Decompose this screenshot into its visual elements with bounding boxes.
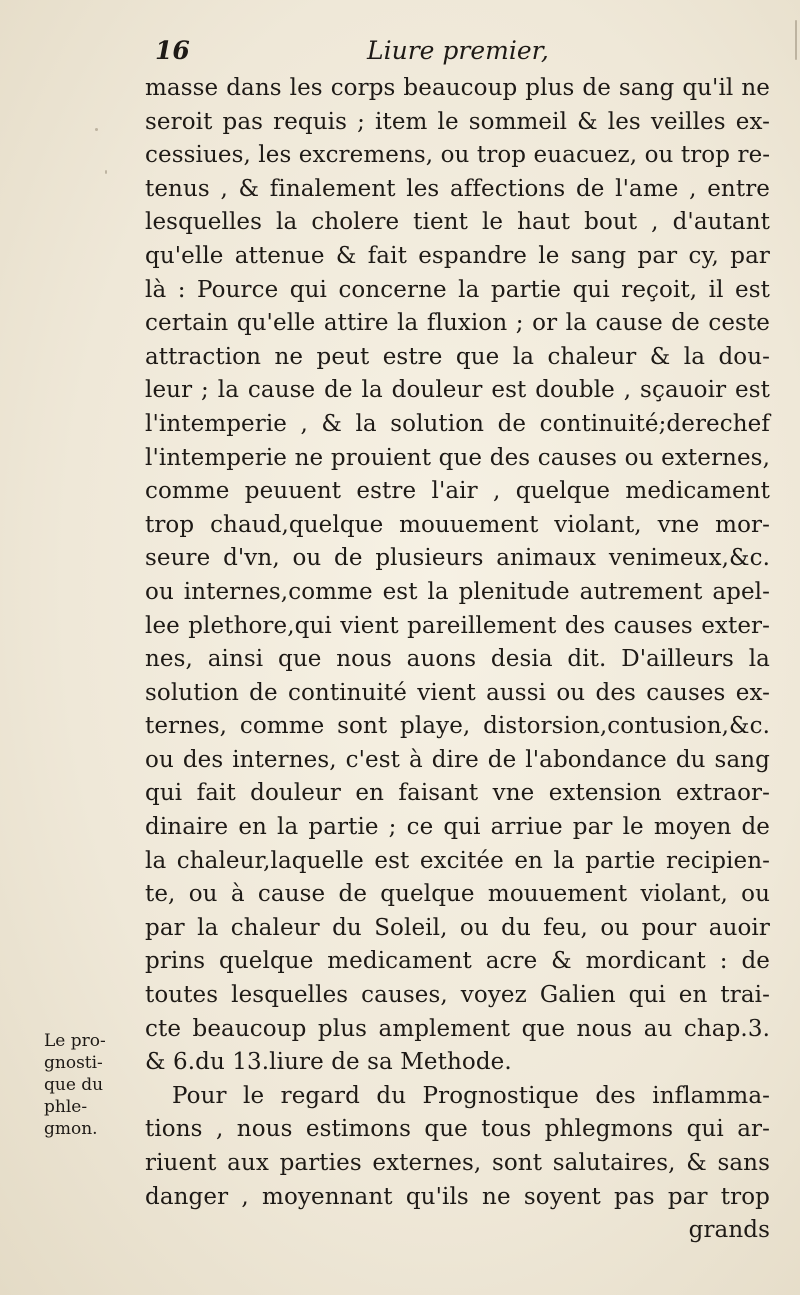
- text-line: l'intemperie ne prouient que des causes ou externes,: [145, 444, 770, 471]
- page-number: 16: [155, 36, 190, 65]
- text-line: tenus , & finalement les affections de l'ame , entre: [145, 175, 770, 202]
- text-line: lesquelles la cholere tient le haut bout , d'autant: [145, 209, 770, 236]
- text-line: seroit pas requis ; item le sommeil & les veilles ex-: [145, 108, 770, 135]
- page-header: [145, 36, 765, 72]
- text-line: certain qu'elle attire la fluxion ; or la cause de ceste: [145, 310, 770, 337]
- text-line: par la chaleur du Soleil, ou du feu, ou pour auoir: [145, 914, 770, 941]
- text-line: la chaleur,laquelle est excitée en la partie recipien-: [145, 847, 770, 874]
- margin-note-line: que du: [44, 1075, 104, 1095]
- text-line: prins quelque medicament acre & mordicant : de: [145, 948, 770, 975]
- margin-note: [44, 1030, 134, 1140]
- text-line: dinaire en la partie ; ce qui arriue par le moyen de: [145, 814, 770, 841]
- text-line: qui fait douleur en faisant vne extension extraor-: [145, 780, 770, 807]
- catchword: grands: [688, 1217, 770, 1244]
- text-line: Pour le regard du Prognostique des inflamma-: [172, 1082, 770, 1109]
- text-line: attraction ne peut estre que la chaleur & la dou-: [145, 343, 770, 370]
- text-line: toutes lesquelles causes, voyez Galien qui en trai-: [145, 982, 770, 1009]
- paper-speck: [95, 128, 98, 131]
- text-line: te, ou à cause de quelque mouuement violant, ou: [145, 881, 770, 908]
- text-line: masse dans les corps beaucoup plus de sang qu'il ne: [145, 75, 770, 101]
- paper-speck: [795, 20, 797, 60]
- margin-note-line: gmon.: [44, 1119, 98, 1139]
- body-text: [145, 72, 770, 1248]
- text-line: ou internes,comme est la plenitude autrement apel-: [145, 578, 770, 605]
- margin-note-line: Le pro-: [44, 1031, 106, 1051]
- margin-note-line: phle-: [44, 1097, 88, 1117]
- text-line: nes, ainsi que nous auons desia dit. D'ailleurs la: [145, 646, 770, 673]
- text-line: lee plethore,qui vient pareillement des causes exter-: [145, 612, 770, 639]
- text-line: & 6.du 13.liure de sa Methode.: [145, 1049, 512, 1076]
- text-line: riuent aux parties externes, sont salutaires, & sans: [145, 1150, 770, 1176]
- text-line: seure d'vn, ou de plusieurs animaux venimeux,&c.: [145, 545, 770, 572]
- text-line: trop chaud,quelque mouuement violant, vne mor-: [145, 511, 770, 538]
- text-line: danger , moyennant qu'ils ne soyent pas par trop: [145, 1183, 770, 1210]
- text-line: leur ; la cause de la douleur est double , sçauoir est: [145, 377, 770, 404]
- text-line: qu'elle attenue & fait espandre le sang par cy, par: [145, 242, 770, 269]
- text-line: ou des internes, c'est à dire de l'abondance du sang: [145, 746, 770, 773]
- paper-speck: [105, 170, 107, 174]
- text-line: tions , nous estimons que tous phlegmons qui ar-: [145, 1116, 770, 1143]
- text-line: ternes, comme sont playe, distorsion,contusion,&c.: [145, 713, 770, 740]
- text-line: cte beaucoup plus amplement que nous au chap.3.: [145, 1015, 770, 1042]
- text-line: l'intemperie , & la solution de continuité;derechef: [145, 410, 770, 437]
- margin-note-line: gnosti-: [44, 1053, 103, 1073]
- running-title: Liure premier,: [367, 36, 549, 65]
- text-line: comme peuuent estre l'air , quelque medicament: [145, 478, 770, 505]
- text-line: là : Pource qui concerne la partie qui reçoit, il est: [145, 276, 770, 303]
- text-line: cessiues, les excremens, ou trop euacuez, ou trop re-: [145, 142, 771, 169]
- text-line: solution de continuité vient aussi ou des causes ex-: [145, 679, 770, 706]
